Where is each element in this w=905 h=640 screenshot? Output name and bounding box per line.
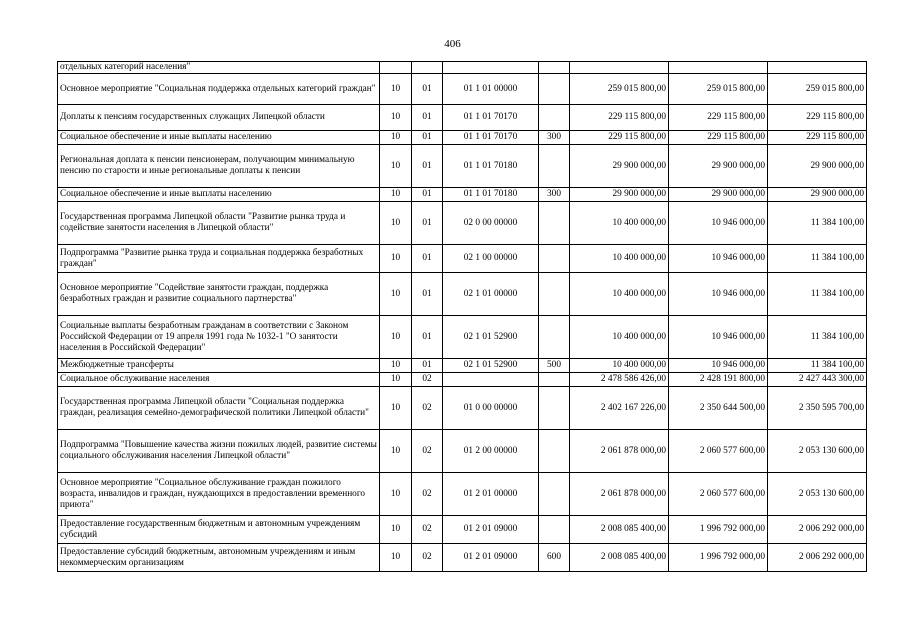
amount-year-2: 2 350 644 500,00 — [669, 387, 768, 430]
budget-table — [57, 61, 867, 572]
section-code: 10 — [380, 145, 412, 188]
target-article-code: 02 1 01 52900 — [443, 316, 539, 359]
amount-year-2: 2 428 191 800,00 — [669, 373, 768, 387]
subsection-code: 01 — [412, 245, 443, 273]
table-body — [58, 62, 867, 572]
target-article-code: 02 1 00 00000 — [443, 245, 539, 273]
amount-year-1: 10 400 000,00 — [570, 245, 669, 273]
amount-year-2: 29 900 000,00 — [669, 188, 768, 202]
row-name: Подпрограмма "Развитие рынка труда и социальная поддержка безработных граждан" — [58, 245, 380, 273]
amount-year-1: 2 061 878 000,00 — [570, 430, 669, 473]
amount-year-3: 2 350 595 700,00 — [768, 387, 867, 430]
section-code: 10 — [380, 273, 412, 316]
amount-year-2: 10 946 000,00 — [669, 273, 768, 316]
subsection-code: 01 — [412, 145, 443, 188]
section-code: 10 — [380, 473, 412, 516]
section-code: 10 — [380, 387, 412, 430]
target-article-code — [443, 373, 539, 387]
amount-year-2: 229 115 800,00 — [669, 105, 768, 131]
target-article-code: 01 2 01 09000 — [443, 544, 539, 572]
expense-type-code — [539, 387, 570, 430]
expense-type-code: 300 — [539, 188, 570, 202]
expense-type-code: 500 — [539, 359, 570, 373]
subsection-code: 01 — [412, 359, 443, 373]
section-code: 10 — [380, 359, 412, 373]
subsection-code: 01 — [412, 273, 443, 316]
amount-year-1: 29 900 000,00 — [570, 188, 669, 202]
expense-type-code — [539, 74, 570, 105]
row-name: Государственная программа Липецкой области "Социальная поддержка граждан, реализация семейно-демографической политики Липецкой области" — [58, 387, 380, 430]
row-name: Межбюджетные трансферты — [58, 359, 380, 373]
amount-year-3: 11 384 100,00 — [768, 273, 867, 316]
section-code: 10 — [380, 74, 412, 105]
amount-year-3: 11 384 100,00 — [768, 245, 867, 273]
subsection-code: 01 — [412, 202, 443, 245]
row-name: Социальное обеспечение и иные выплаты населению — [58, 188, 380, 202]
subsection-code: 01 — [412, 188, 443, 202]
amount-year-2: 1 996 792 000,00 — [669, 544, 768, 572]
table-row — [58, 359, 867, 373]
amount-year-3: 29 900 000,00 — [768, 188, 867, 202]
expense-type-code — [539, 373, 570, 387]
table-row — [58, 131, 867, 145]
target-article-code: 01 1 01 70170 — [443, 131, 539, 145]
amount-year-1: 2 008 085 400,00 — [570, 516, 669, 544]
target-article-code: 02 1 01 00000 — [443, 273, 539, 316]
expense-type-code — [539, 245, 570, 273]
amount-year-1: 29 900 000,00 — [570, 145, 669, 188]
table-row — [58, 145, 867, 188]
section-code: 10 — [380, 202, 412, 245]
table-row — [58, 105, 867, 131]
table-row — [58, 74, 867, 105]
amount-year-1: 229 115 800,00 — [570, 131, 669, 145]
section-code: 10 — [380, 188, 412, 202]
amount-year-3: 229 115 800,00 — [768, 105, 867, 131]
amount-year-3: 2 053 130 600,00 — [768, 430, 867, 473]
amount-year-3: 2 427 443 300,00 — [768, 373, 867, 387]
subsection-code: 01 — [412, 105, 443, 131]
amount-year-3: 229 115 800,00 — [768, 131, 867, 145]
table-row — [58, 373, 867, 387]
target-article-code: 01 2 01 09000 — [443, 516, 539, 544]
table-row — [58, 273, 867, 316]
subsection-code: 02 — [412, 430, 443, 473]
amount-year-1: 10 400 000,00 — [570, 202, 669, 245]
subsection-code: 02 — [412, 387, 443, 430]
target-article-code: 02 0 00 00000 — [443, 202, 539, 245]
table-row — [58, 202, 867, 245]
expense-type-code: 300 — [539, 131, 570, 145]
amount-year-2 — [669, 62, 768, 74]
amount-year-2: 10 946 000,00 — [669, 245, 768, 273]
page-number: 406 — [444, 38, 461, 50]
amount-year-3 — [768, 62, 867, 74]
amount-year-2: 259 015 800,00 — [669, 74, 768, 105]
amount-year-3: 259 015 800,00 — [768, 74, 867, 105]
amount-year-1: 229 115 800,00 — [570, 105, 669, 131]
amount-year-2: 10 946 000,00 — [669, 359, 768, 373]
row-name: Государственная программа Липецкой области "Развитие рынка труда и содействие занятости населения в Липецкой области" — [58, 202, 380, 245]
expense-type-code — [539, 473, 570, 516]
target-article-code: 01 0 00 00000 — [443, 387, 539, 430]
amount-year-3: 2 053 130 600,00 — [768, 473, 867, 516]
subsection-code: 02 — [412, 544, 443, 572]
row-name: Социальное обслуживание населения — [58, 373, 380, 387]
subsection-code — [412, 62, 443, 74]
amount-year-2: 2 060 577 600,00 — [669, 473, 768, 516]
amount-year-2: 10 946 000,00 — [669, 202, 768, 245]
expense-type-code — [539, 105, 570, 131]
amount-year-1: 259 015 800,00 — [570, 74, 669, 105]
amount-year-1: 10 400 000,00 — [570, 359, 669, 373]
amount-year-3: 11 384 100,00 — [768, 316, 867, 359]
amount-year-1: 2 402 167 226,00 — [570, 387, 669, 430]
row-name: Подпрограмма "Повышение качества жизни пожилых людей, развитие системы социального обслуживания населения Липецкой области" — [58, 430, 380, 473]
subsection-code: 01 — [412, 74, 443, 105]
row-name: Предоставление субсидий бюджетным, автономным учреждениям и иным некоммерческим организациям — [58, 544, 380, 572]
section-code: 10 — [380, 544, 412, 572]
amount-year-3: 29 900 000,00 — [768, 145, 867, 188]
table-row — [58, 544, 867, 572]
target-article-code: 01 2 00 00000 — [443, 430, 539, 473]
table-row — [58, 430, 867, 473]
amount-year-1: 10 400 000,00 — [570, 316, 669, 359]
target-article-code — [443, 62, 539, 74]
section-code — [380, 62, 412, 74]
table-row — [58, 387, 867, 430]
section-code: 10 — [380, 316, 412, 359]
amount-year-3: 11 384 100,00 — [768, 202, 867, 245]
row-name: Социальное обеспечение и иные выплаты населению — [58, 131, 380, 145]
expense-type-code — [539, 316, 570, 359]
row-name: Основное мероприятие "Социальное обслуживание граждан пожилого возраста, инвалидов и граждан, нуждающихся в предоставлении временного приюта" — [58, 473, 380, 516]
expense-type-code — [539, 273, 570, 316]
target-article-code: 01 1 01 70180 — [443, 145, 539, 188]
amount-year-1 — [570, 62, 669, 74]
amount-year-2: 2 060 577 600,00 — [669, 430, 768, 473]
table-row — [58, 188, 867, 202]
section-code: 10 — [380, 373, 412, 387]
expense-type-code — [539, 430, 570, 473]
section-code: 10 — [380, 516, 412, 544]
expense-type-code — [539, 145, 570, 188]
subsection-code: 02 — [412, 473, 443, 516]
amount-year-1: 2 061 878 000,00 — [570, 473, 669, 516]
subsection-code: 01 — [412, 316, 443, 359]
amount-year-3: 11 384 100,00 — [768, 359, 867, 373]
row-name: Предоставление государственным бюджетным и автономным учреждениям субсидий — [58, 516, 380, 544]
target-article-code: 01 1 01 70180 — [443, 188, 539, 202]
expense-type-code — [539, 202, 570, 245]
section-code: 10 — [380, 105, 412, 131]
section-code: 10 — [380, 245, 412, 273]
subsection-code: 02 — [412, 516, 443, 544]
table-row — [58, 62, 867, 74]
section-code: 10 — [380, 131, 412, 145]
table-row — [58, 473, 867, 516]
table-row — [58, 245, 867, 273]
amount-year-2: 29 900 000,00 — [669, 145, 768, 188]
row-name: Основное мероприятие "Социальная поддержка отдельных категорий граждан" — [58, 74, 380, 105]
subsection-code: 02 — [412, 373, 443, 387]
section-code: 10 — [380, 430, 412, 473]
expense-type-code — [539, 62, 570, 74]
subsection-code: 01 — [412, 131, 443, 145]
target-article-code: 01 2 01 00000 — [443, 473, 539, 516]
row-name: Доплаты к пенсиям государственных служащих Липецкой области — [58, 105, 380, 131]
amount-year-1: 10 400 000,00 — [570, 273, 669, 316]
amount-year-1: 2 478 586 426,00 — [570, 373, 669, 387]
table-row — [58, 316, 867, 359]
row-name: отдельных категорий населения" — [58, 62, 380, 74]
row-name: Социальные выплаты безработным гражданам в соответствии с Законом Российской Федерации от 19 апреля 1991 года № 1032-1 "О занятости населения в Российской Федерации" — [58, 316, 380, 359]
expense-type-code — [539, 516, 570, 544]
table-row — [58, 516, 867, 544]
amount-year-1: 2 008 085 400,00 — [570, 544, 669, 572]
amount-year-3: 2 006 292 000,00 — [768, 544, 867, 572]
target-article-code: 02 1 01 52900 — [443, 359, 539, 373]
amount-year-3: 2 006 292 000,00 — [768, 516, 867, 544]
amount-year-2: 1 996 792 000,00 — [669, 516, 768, 544]
row-name: Региональная доплата к пенсии пенсионерам, получающим минимальную пенсию по старости и иные региональные доплаты к пенсии — [58, 145, 380, 188]
expense-type-code: 600 — [539, 544, 570, 572]
target-article-code: 01 1 01 00000 — [443, 74, 539, 105]
amount-year-2: 229 115 800,00 — [669, 131, 768, 145]
target-article-code: 01 1 01 70170 — [443, 105, 539, 131]
amount-year-2: 10 946 000,00 — [669, 316, 768, 359]
row-name: Основное мероприятие "Содействие занятости граждан, поддержка безработных граждан и развитие социального партнерства" — [58, 273, 380, 316]
